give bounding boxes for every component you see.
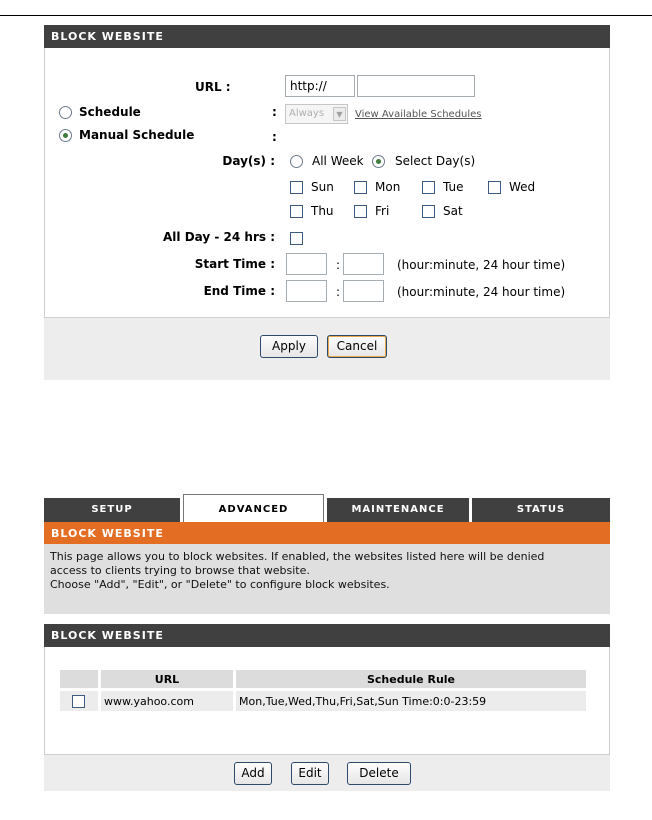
- days-label: Day(s) :: [222, 154, 275, 168]
- apply-button[interactable]: Apply: [260, 335, 318, 358]
- url-label: URL :: [195, 80, 231, 94]
- view-schedules-link[interactable]: View Available Schedules: [355, 109, 482, 120]
- list-body: [44, 647, 610, 755]
- list-button-bar: [44, 755, 610, 791]
- main-nav-tabs: [44, 494, 610, 522]
- day-checkbox-fri[interactable]: [354, 205, 367, 218]
- tab-advanced[interactable]: ADVANCED: [183, 494, 324, 522]
- day-label-wed: Wed: [509, 180, 536, 194]
- info-line-1: This page allows you to block websites. If enabled, the websites listed here will be denied: [50, 550, 545, 563]
- day-label-sun: Sun: [311, 180, 334, 194]
- block-website-list-panel: [44, 494, 610, 791]
- end-time-separator: :: [336, 285, 341, 299]
- start-time-hint: (hour:minute, 24 hour time): [397, 258, 566, 272]
- cancel-button[interactable]: Cancel: [327, 335, 387, 358]
- day-checkbox-wed[interactable]: [488, 181, 501, 194]
- day-checkbox-mon[interactable]: [354, 181, 367, 194]
- row-url: www.yahoo.com: [101, 691, 233, 711]
- url-column-header: URL: [101, 670, 233, 688]
- all-week-radio[interactable]: [290, 155, 303, 168]
- tab-maintenance[interactable]: MAINTENANCE: [327, 498, 469, 522]
- delete-button[interactable]: Delete: [347, 762, 411, 785]
- day-label-thu: Thu: [311, 204, 334, 218]
- day-label-fri: Fri: [375, 204, 390, 218]
- block-rules-table: [57, 667, 589, 714]
- schedule-colon: :: [272, 105, 277, 119]
- manual-schedule-radio[interactable]: [59, 129, 72, 142]
- url-input[interactable]: [357, 75, 475, 97]
- start-time-separator: :: [336, 258, 341, 272]
- url-prefix-field: http://: [285, 75, 355, 97]
- tab-status[interactable]: STATUS: [472, 498, 610, 522]
- day-checkbox-thu[interactable]: [290, 205, 303, 218]
- info-line-3: Choose "Add", "Edit", or "Delete" to configure block websites.: [50, 578, 390, 591]
- schedule-rule-column-header: Schedule Rule: [236, 670, 586, 688]
- start-hour-input[interactable]: [286, 253, 327, 275]
- info-section-title: BLOCK WEBSITE: [44, 522, 610, 544]
- day-checkbox-sun[interactable]: [290, 181, 303, 194]
- row-schedule-rule: Mon,Tue,Wed,Thu,Fri,Sat,Sun Time:0:0-23:59: [236, 691, 586, 711]
- end-time-label: End Time :: [203, 284, 275, 298]
- list-section-title: BLOCK WEBSITE: [44, 624, 610, 647]
- page-top-rule: [0, 15, 652, 16]
- all-week-label: All Week: [312, 154, 364, 168]
- select-days-radio[interactable]: [372, 155, 385, 168]
- select-column-header: [60, 670, 98, 688]
- row-select-checkbox[interactable]: [72, 695, 85, 708]
- add-button[interactable]: Add: [234, 762, 272, 785]
- day-checkbox-tue[interactable]: [422, 181, 435, 194]
- all-day-label: All Day - 24 hrs :: [163, 230, 275, 244]
- tab-setup[interactable]: SETUP: [44, 498, 180, 522]
- section-spacer: [44, 614, 610, 624]
- end-time-hint: (hour:minute, 24 hour time): [397, 285, 566, 299]
- day-label-mon: Mon: [375, 180, 401, 194]
- schedule-select-value: Always: [289, 108, 325, 119]
- day-checkbox-sat[interactable]: [422, 205, 435, 218]
- form-section-title: BLOCK WEBSITE: [44, 25, 610, 48]
- form-button-bar: [44, 318, 610, 380]
- select-days-label: Select Day(s): [395, 154, 476, 168]
- chevron-down-icon: ▼: [333, 107, 346, 121]
- schedule-radio[interactable]: [59, 106, 72, 119]
- row-select-cell: [60, 691, 98, 711]
- end-hour-input[interactable]: [286, 280, 327, 302]
- table-header-row: [60, 670, 586, 688]
- form-body: [44, 48, 610, 318]
- all-day-checkbox[interactable]: [290, 232, 303, 245]
- start-minute-input[interactable]: [343, 253, 384, 275]
- info-line-2: access to clients trying to browse that website.: [50, 564, 310, 577]
- manual-schedule-colon: :: [272, 130, 277, 144]
- end-minute-input[interactable]: [343, 280, 384, 302]
- start-time-label: Start Time :: [194, 257, 275, 271]
- schedule-select[interactable]: [285, 104, 348, 124]
- schedule-label: Schedule: [79, 105, 141, 119]
- day-label-sat: Sat: [443, 204, 463, 218]
- day-label-tue: Tue: [443, 180, 464, 194]
- table-row[interactable]: [60, 691, 586, 711]
- edit-button[interactable]: Edit: [291, 762, 329, 785]
- block-website-form-panel: [44, 25, 610, 380]
- manual-schedule-label: Manual Schedule: [79, 128, 195, 142]
- info-description: [44, 544, 610, 614]
